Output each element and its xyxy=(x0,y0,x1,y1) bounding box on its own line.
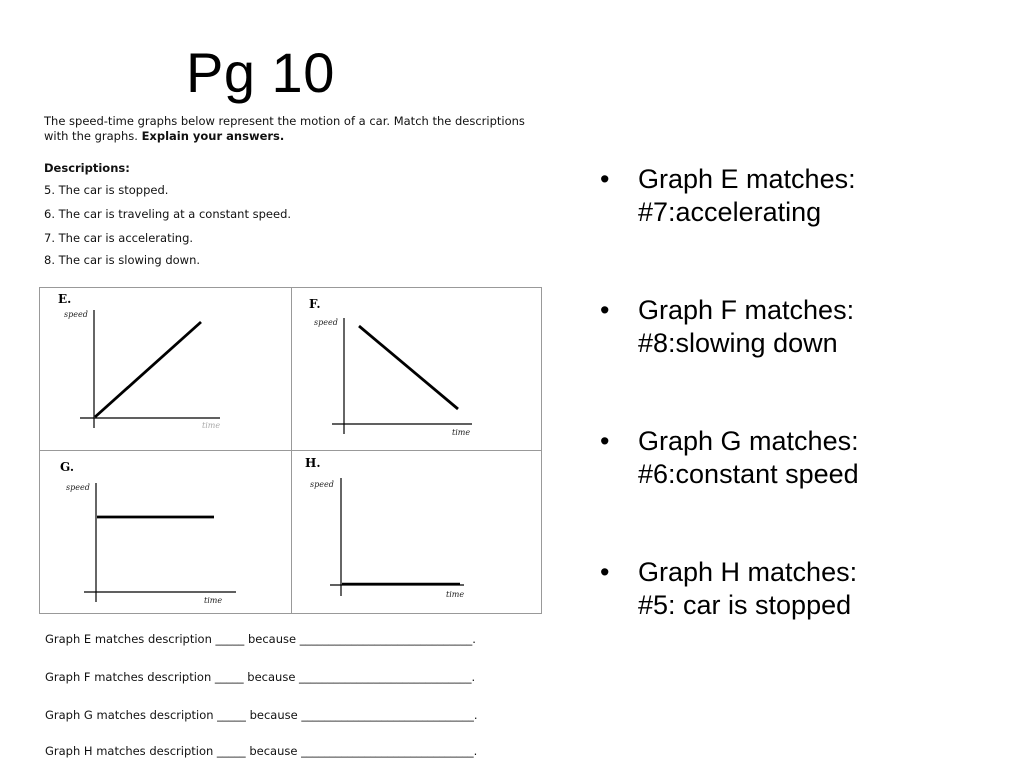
graph-g-x-label: time xyxy=(204,596,223,605)
worksheet-intro xyxy=(44,114,544,144)
description-item: 7. The car is accelerating. xyxy=(44,231,194,245)
description-item: 8. The car is slowing down. xyxy=(44,253,201,267)
graph-f-x-label: time xyxy=(452,428,471,437)
graph-grid xyxy=(39,287,542,614)
bullet-dot-icon: • xyxy=(600,426,610,456)
bullet-line-2: #5: car is stopped xyxy=(638,590,852,620)
graph-f-letter: F. xyxy=(309,297,321,311)
bullet-line-1: Graph E matches: xyxy=(638,164,856,194)
description-item: 6. The car is traveling at a constant speed. xyxy=(44,207,292,221)
graph-g-letter: G. xyxy=(60,460,74,474)
answer-line-g: Graph G matches description _____ because ______________________________. xyxy=(45,708,478,722)
graph-e-line xyxy=(95,322,201,417)
slide-title: Pg 10 xyxy=(186,41,335,104)
description-item: 5. The car is stopped. xyxy=(44,183,169,197)
graph-e-y-label: speed xyxy=(64,310,88,319)
graph-h-letter: H. xyxy=(305,456,321,470)
answer-line-e: Graph E matches description _____ because ______________________________. xyxy=(45,632,476,646)
bullet-line-2: #7:accelerating xyxy=(638,197,822,227)
answer-line-h: Graph H matches description _____ because ______________________________. xyxy=(45,744,478,758)
intro-line-1: The speed-time graphs below represent the motion of a car. Match the descriptions xyxy=(44,114,525,128)
bullet-dot-icon: • xyxy=(600,557,610,587)
bullet-line-1: Graph H matches: xyxy=(638,557,858,587)
bullet-dot-icon: • xyxy=(600,164,610,194)
intro-line-2: with the graphs. xyxy=(44,129,138,143)
graph-g-y-label: speed xyxy=(66,483,90,492)
bullet-line-2: #6:constant speed xyxy=(638,459,859,489)
graph-h-x-label: time xyxy=(446,590,465,599)
graph-f-y-label: speed xyxy=(314,318,338,327)
bullet-line-2: #8:slowing down xyxy=(638,328,838,358)
descriptions-heading: Descriptions: xyxy=(44,161,130,175)
answer-line-f: Graph F matches description _____ because ______________________________. xyxy=(45,670,476,684)
bullet-line-1: Graph F matches: xyxy=(638,295,855,325)
intro-bold: Explain your answers. xyxy=(141,129,285,143)
graph-h-y-label: speed xyxy=(310,480,334,489)
graph-f-line xyxy=(359,326,458,409)
bullet-line-1: Graph G matches: xyxy=(638,426,859,456)
bullet-dot-icon: • xyxy=(600,295,610,325)
graph-e-x-label: time xyxy=(202,421,221,430)
graph-e-letter: E. xyxy=(58,292,72,306)
graphs-drawing xyxy=(40,288,543,615)
